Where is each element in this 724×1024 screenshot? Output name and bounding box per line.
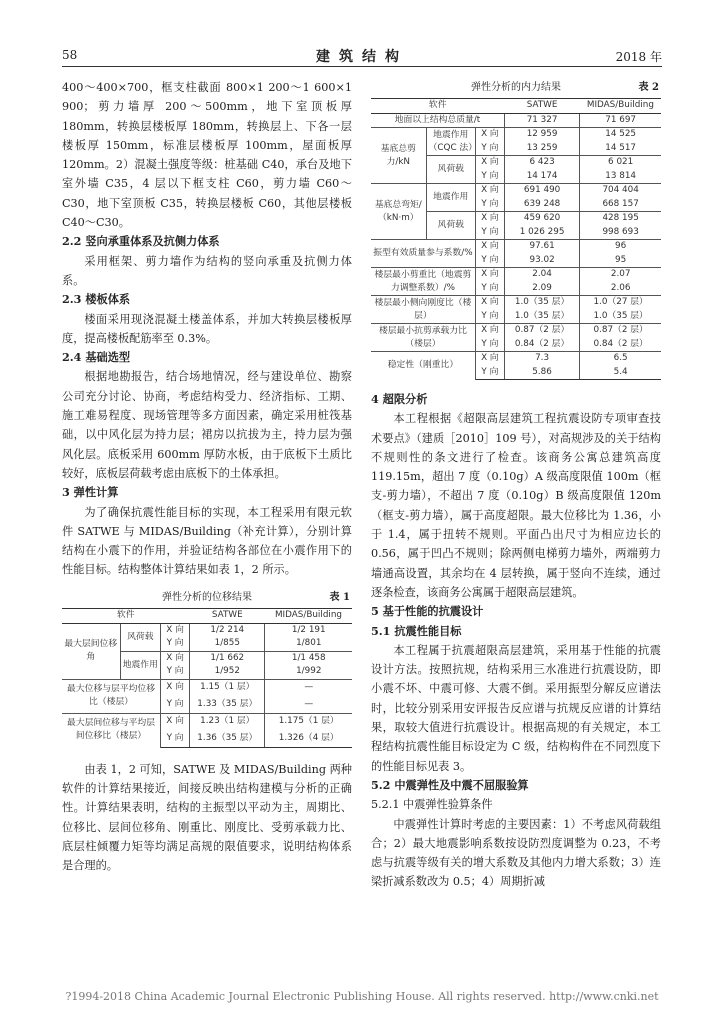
table2-cell: 13 259 xyxy=(504,142,579,156)
table1-dir: X 向 xyxy=(161,679,190,696)
table2-cell: 6.5 xyxy=(580,352,661,366)
heading-5-2-1: 5.2.1 中震弹性验算条件 xyxy=(371,798,493,812)
table1-dir: X 向 xyxy=(161,651,190,665)
table2-cell: 6 021 xyxy=(580,156,661,170)
table2-dir: Y 向 xyxy=(475,254,504,268)
table2-shear-capacity-group: 楼层最小抗剪承载力比（楼层） xyxy=(371,324,475,352)
header-rule xyxy=(62,66,662,67)
table1-title: 弹性分析的位移结果 xyxy=(162,591,252,603)
table2-dir: X 向 xyxy=(475,212,504,226)
heading-2-4: 2.4 基础选型 xyxy=(62,350,131,365)
table2-header-satwe: SATWE xyxy=(504,99,579,114)
paragraph-2-2: 采用框架、剪力墙作为结构的竖向承重及抗侧力体系。 xyxy=(62,254,352,287)
heading-5: 5 基于性能的抗震设计 xyxy=(371,604,484,619)
table1-dir: Y 向 xyxy=(161,637,190,651)
table2-cell: 0.87（2 层） xyxy=(504,324,579,338)
table2-moment-group: 基底总弯矩/（kN·m） xyxy=(371,184,426,240)
left-column xyxy=(62,78,352,876)
table1-cell: 1/1 662 xyxy=(190,651,265,665)
table2-dir: Y 向 xyxy=(475,170,504,184)
table2-wind-label: 风荷载 xyxy=(426,156,475,184)
table2-dir: Y 向 xyxy=(475,366,504,380)
table1-dir: X 向 xyxy=(161,623,190,637)
table2-cell: 97.61 xyxy=(504,240,579,254)
table2-dir: Y 向 xyxy=(475,198,504,212)
table2-cell: 2.04 xyxy=(504,268,579,282)
table1-cell: 1.33（35 层） xyxy=(190,696,265,713)
journal-title: 建筑结构 xyxy=(316,49,408,65)
table1-disp-ratio-group: 最大位移与层平均位移比（楼层） xyxy=(62,679,161,713)
table2-cell: 14 525 xyxy=(580,128,661,142)
page-number: 58 xyxy=(62,48,78,62)
heading-2-2: 2.2 竖向承重体系及抗侧力体系 xyxy=(62,234,220,249)
table1-cell: 1/855 xyxy=(190,637,265,651)
table2-dir: Y 向 xyxy=(475,282,504,296)
table2-cell: 95 xyxy=(615,254,627,265)
table2-cell: 93.02 xyxy=(504,254,579,268)
table1-cell: 1.36（35 层） xyxy=(190,730,265,747)
copyright-footer: ?1994-2018 China Academic Journal Electronic Publishing House. All rights reserved. http://www.cnki.net xyxy=(65,990,659,1003)
table2-cell: 428 195 xyxy=(580,212,661,226)
table2-shear-weight-group: 楼层最小剪重比（地震剪力调整系数）/% xyxy=(371,268,475,296)
table1-dir: Y 向 xyxy=(161,696,190,713)
heading-4: 4 超限分析 xyxy=(371,392,428,406)
paragraph-2-4: 根据地勘报告，结合场地情况，经与建设单位、勘察公司充分讨论、协商，考虑结构受力、经济指标、工期、施工难易程度、现场管理等多方面因素，确定采用桩筏基础，以中风化层为持力层；裙房以抗拔为主，持力层为强风化层。底板采用 600mm 厚防水板，由于底板下土质比较好，底板层荷载考虑由底板下的土体承担。 xyxy=(62,370,352,480)
table2-number: 表 2 xyxy=(638,82,659,93)
table1-cell: 1.23（1 层） xyxy=(190,713,265,730)
table2-stability-group: 稳定性（刚重比） xyxy=(371,352,475,380)
table2-cell: 12 959 xyxy=(504,128,579,142)
table1-dir: Y 向 xyxy=(161,730,190,747)
table1-cell: 1.326（4 层） xyxy=(265,730,352,747)
table1-cell: 1/992 xyxy=(296,666,322,677)
table2-wind-label: 风荷载 xyxy=(426,212,475,240)
paragraph-table-discussion: 由表 1，2 可知，SATWE 及 MIDAS/Building 两种软件的计算结果接近，间接反映出结构建模与分析的正确性。计算结果表明，结构的主振型以平动为主，周期比、位移比、层间位移角、刚重比、刚度比、受剪承载力比、底层柱倾覆力矩等均满足高规的限值要求，说明结构体系是合理的。 xyxy=(62,762,352,873)
heading-5-1: 5.1 抗震性能目标 xyxy=(371,623,462,638)
table2-cell: 998 693 xyxy=(602,226,639,237)
paragraph-2-3: 楼面采用现浇混凝土楼盖体系，并加大转换层楼板厚度，提高楼板配筋率至 0.3%。 xyxy=(62,312,352,345)
table2-quake-cqc-label: 地震作用（CQC 法） xyxy=(426,128,475,156)
table1-number: 表 1 xyxy=(329,591,350,603)
table1-caption xyxy=(62,588,352,608)
table1-dir: X 向 xyxy=(161,713,190,730)
table2-mass-participation-group: 振型有效质量参与系数/% xyxy=(371,240,475,268)
table2-cell: 1.0（35 层） xyxy=(593,310,648,321)
table2-mass-label: 地面以上结构总质量/t xyxy=(371,114,504,128)
table2-caption xyxy=(371,78,661,98)
table2-dir: X 向 xyxy=(475,296,504,310)
table1-cell: 1/2 191 xyxy=(265,623,352,637)
table2-cell: 5.4 xyxy=(580,366,661,380)
table1-displacement xyxy=(62,608,352,748)
table2-dir: X 向 xyxy=(475,184,504,198)
table2-cell: 2.09 xyxy=(504,282,579,296)
table2-cell: 1.0（35 层） xyxy=(504,296,579,310)
table2-cell: 691 490 xyxy=(504,184,579,198)
table2-cell: 5.86 xyxy=(504,366,579,380)
table2-cell: 96 xyxy=(580,240,661,254)
paragraph-materials: 400～400×700，框支柱截面 800×1 200～1 600×1 900；剪力墙厚 200～500mm，地下室顶板厚 180mm，转换层楼板厚 180mm，转换层上、下各一层楼板厚 150mm，标准层楼板厚 100mm，屋面板厚 120mm。2）混凝土强度等级：桩基础 C40，承台及地下室外墙 C35，4 层以下框支柱 C60，剪力墙 C60～C30，地下室顶板 C35，转换层楼板 C60，其他层楼板 C40～C30。 xyxy=(62,81,352,230)
table2-cell: 639 248 xyxy=(504,198,579,212)
paragraph-4: 本工程根据《超限高层建筑工程抗震设防专项审查技术要点》（建质［2010］109 号），对高规涉及的关于结构不规则性的条文进行了检查。该商务公寓总建筑高度 119.15m，超出 7 度（0.10g）A 级高度限值 100m（框支-剪力墙），不超出 7 度（0.10g）B 级高度限值 120m（框支-剪力墙），属于高度超限。最大位移比为 1.36，小于 1.4，属于扭转不规则。平面凸出尺寸为相应边长的 0.56，属于凹凸不规则；除两侧电梯剪力墙外，两端剪力墙通高设置，其余均在 4 层转换，属于竖向不连续，通过逐条检查，该商务公寓属于超限高层建筑。 xyxy=(371,412,661,599)
table2-cell: 1.0（35 层） xyxy=(504,310,579,324)
table2-dir: Y 向 xyxy=(475,310,504,324)
table1-cell: 1/1 458 xyxy=(265,651,352,665)
table2-cell: 14 517 xyxy=(605,142,637,153)
table1-quake-label: 地震作用 xyxy=(120,651,161,679)
table1-drift-group: 最大层间位移角 xyxy=(62,623,120,679)
table2-dir: X 向 xyxy=(475,156,504,170)
table1-cell: 1/801 xyxy=(296,638,322,649)
table1-dir: Y 向 xyxy=(161,665,190,679)
table2-cell: 13 814 xyxy=(605,170,637,181)
table2-internal-forces xyxy=(371,98,661,380)
heading-2-3: 2.3 楼板体系 xyxy=(62,292,131,307)
table2-cell: 2.06 xyxy=(610,282,631,293)
table2-cell: 1 026 295 xyxy=(504,226,579,240)
table2-cell: 0.87（2 层） xyxy=(580,324,661,338)
table2-title: 弹性分析的内力结果 xyxy=(471,82,561,93)
table2-header-midas: MIDAS/Building xyxy=(580,99,661,114)
table2-dir: X 向 xyxy=(475,352,504,366)
right-column xyxy=(371,78,661,892)
table2-dir: X 向 xyxy=(475,324,504,338)
paragraph-3: 为了确保抗震性能目标的实现，本工程采用有限元软件 SATWE 与 MIDAS/Building（补充计算），分别计算结构在小震下的作用，并验证结构各部位在小震作用下的性能目标。结构整体计算结果如表 1，2 所示。 xyxy=(62,505,352,577)
page-header xyxy=(62,46,662,66)
table1-header-software: 软件 xyxy=(62,608,190,623)
table1-header-satwe: SATWE xyxy=(190,608,265,623)
table2-cell: 668 157 xyxy=(602,198,639,209)
paragraph-5-1: 本工程属于抗震超限高层建筑，采用基于性能的抗震设计方法。按照抗规，结构采用三水准进行抗震设防，即小震不坏、中震可修、大震不倒。采用振型分解反应谱法时，比较分别采用安评报告反应谱与抗规反应谱的计算结果，取较大值进行抗震设计。根据高规的有关规定，本工程结构抗震性能目标设定为 C 级，结构构件在不同烈度下的性能目标见表 3。 xyxy=(371,643,661,773)
table2-cell: 71 697 xyxy=(605,114,637,125)
table2-dir: Y 向 xyxy=(475,338,504,352)
table1-cell: 1/952 xyxy=(190,665,265,679)
table2-cell: 14 174 xyxy=(504,170,579,184)
table2-cell: 71 327 xyxy=(504,114,579,128)
table1-cell: — xyxy=(304,698,314,709)
table2-cell: 6 423 xyxy=(504,156,579,170)
table2-cell: 0.84（2 层） xyxy=(504,338,579,352)
table2-shear-group: 基底总剪力/kN xyxy=(371,128,426,184)
paragraph-5-2-1: 中震弹性计算时考虑的主要因素：1）不考虑风荷载组合；2）最大地震影响系数按设防烈度调整为 0.23，不考虑与抗震等级有关的增大系数及其他内力增大系数；3）连梁折减系数改为 0.5；4）周期折减 xyxy=(371,817,661,889)
table1-cell: 1.15（1 层） xyxy=(190,679,265,696)
table2-dir: X 向 xyxy=(475,268,504,282)
table2-stiffness-group: 楼层最小侧向刚度比（楼层） xyxy=(371,296,475,324)
table2-dir: X 向 xyxy=(475,240,504,254)
table1-drift-ratio-group: 最大层间位移与平均层间位移比（楼层） xyxy=(62,713,161,747)
table2-dir: X 向 xyxy=(475,128,504,142)
heading-3: 3 弹性计算 xyxy=(62,485,119,500)
table2-dir: Y 向 xyxy=(475,226,504,240)
table2-cell: 7.3 xyxy=(504,352,579,366)
table2-cell: 1.0（27 层） xyxy=(580,296,661,310)
table1-cell: — xyxy=(265,679,352,696)
table2-cell: 704 404 xyxy=(580,184,661,198)
table2-dir: Y 向 xyxy=(475,142,504,156)
table2-header-software: 软件 xyxy=(371,99,504,114)
heading-5-2: 5.2 中震弹性及中震不屈服验算 xyxy=(371,777,529,792)
table1-wind-label: 风荷载 xyxy=(120,623,161,651)
table2-cell: 459 620 xyxy=(504,212,579,226)
table2-cell: 2.07 xyxy=(580,268,661,282)
table2-cell: 0.84（2 层） xyxy=(593,338,648,349)
table1-cell: 1/2 214 xyxy=(190,623,265,637)
table1-header-midas: MIDAS/Building xyxy=(265,608,352,623)
table2-quake-label: 地震作用 xyxy=(426,184,475,212)
table1-cell: 1.175（1 层） xyxy=(265,713,352,730)
journal-year: 2018 年 xyxy=(615,50,662,64)
